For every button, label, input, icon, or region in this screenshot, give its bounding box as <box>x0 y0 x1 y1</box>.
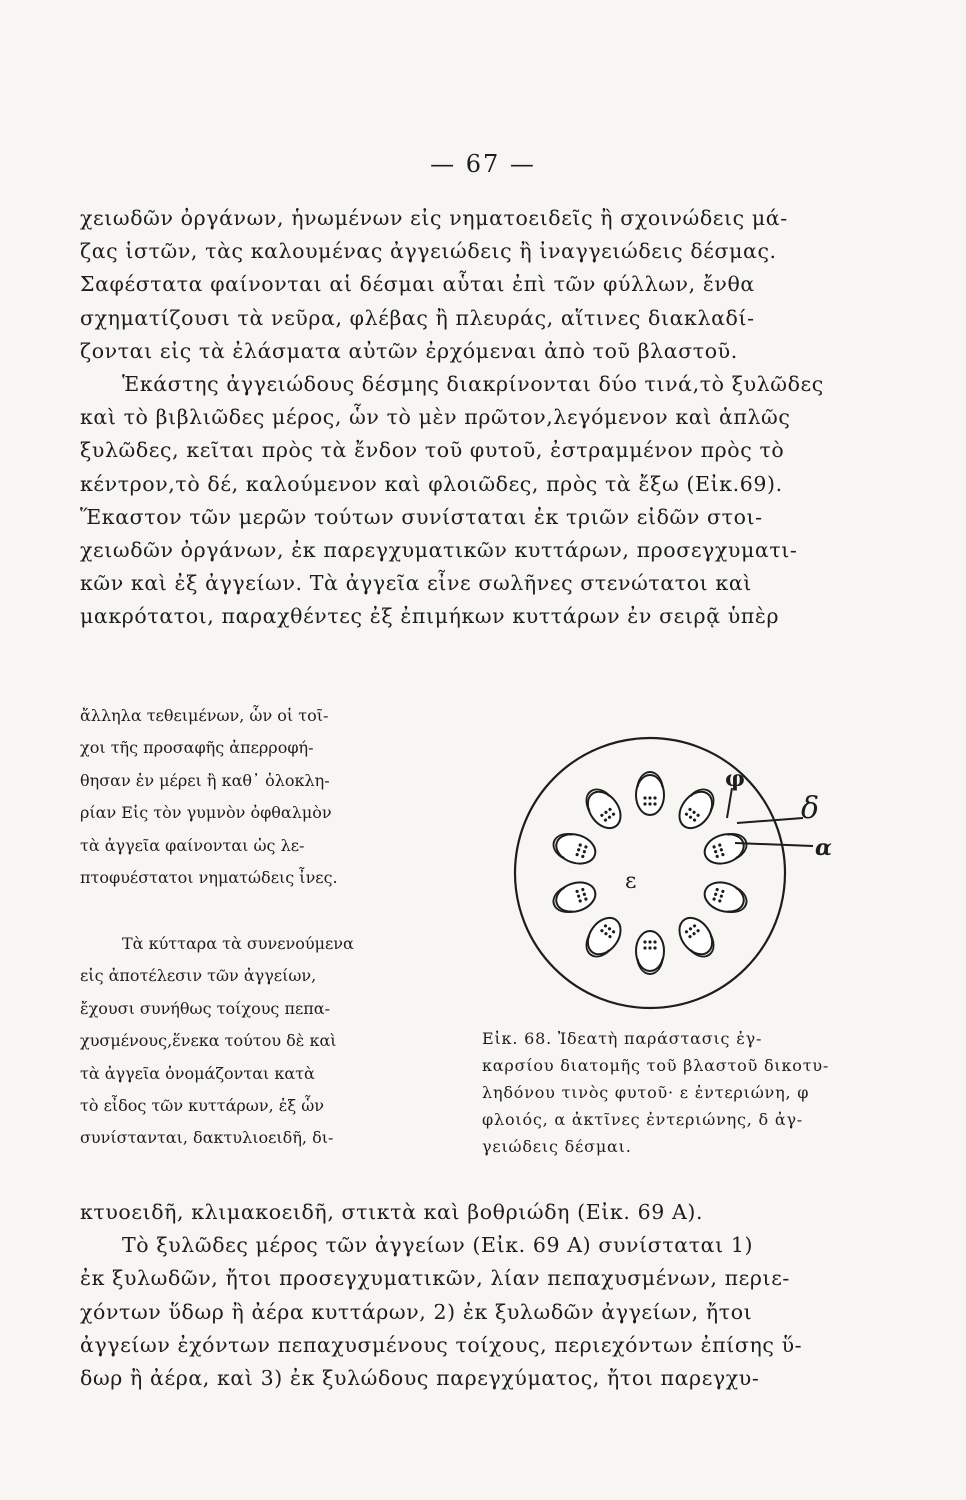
caption-line: φλοιός, α ἀκτῖνες ἐντεριώνης, δ ἀγ- <box>482 1110 804 1129</box>
text-line: χόντων ὕδωρ ἢ ἀέρα κυττάρων, 2) ἐκ ξυλωδῶν ἀγγείων, ἤτοι <box>80 1299 753 1324</box>
vascular-bundle <box>549 878 599 918</box>
text-line: ξυλῶδες, κεῖται πρὸς τὰ ἔνδον τοῦ φυτοῦ, ἐστραμμένον πρὸς τὸ <box>80 438 785 463</box>
text-line: Τὸ ξυλῶδες μέρος τῶν ἀγγείων (Εἰκ. 69 Α) συνίσταται 1) <box>122 1233 754 1258</box>
text-line: κτυοειδῆ, κλιμακοειδῆ, στικτὰ καὶ βοθριώδη (Εἰκ. 69 Α). <box>80 1200 704 1224</box>
text-line: μακρότατοι, παραχθέντες ἐξ ἐπιμήκων κυττάρων ἐν σειρᾷ ὑπὲρ <box>80 604 780 629</box>
text-line: Ἑκάστης ἀγγειώδους δέσμης διακρίνονται δύο τινά,τὸ ξυλῶδες <box>122 372 824 396</box>
text-line: χοι τῆς προσαφῆς ἀπερροφή- <box>80 738 314 758</box>
text-line: ρίαν Εἰς τὸν γυμνὸν ὀφθαλμὸν <box>80 803 332 823</box>
text-line: ἐκ ξυλωδῶν, ἤτοι προσεγχυματικῶν, λίαν πεπαχυσμένων, περιε- <box>80 1266 790 1291</box>
label-epsilon: ε <box>625 869 637 894</box>
page-number: — 67 — <box>430 150 536 178</box>
text-line: σχηματίζουσι τὰ νεῦρα, φλέβας ἢ πλευράς, αἵτινες διακλαδί- <box>80 305 755 330</box>
paragraph-2-continued <box>80 700 475 894</box>
leader-delta <box>737 818 803 823</box>
text-line: ζονται εἰς τὰ ἐλάσματα αὐτῶν ἐρχόμεναι ἀπὸ τοῦ βλαστοῦ. <box>80 338 738 363</box>
text-line: συνίστανται, δακτυλιοειδῆ, δι- <box>80 1128 334 1148</box>
text-line: Ἕκαστον τῶν μερῶν τούτων συνίσταται ἐκ τριῶν εἰδῶν στοι- <box>80 504 763 529</box>
text-line: τὰ ἀγγεῖα ὀνομάζονται κατὰ <box>80 1063 315 1083</box>
figure-caption <box>482 1025 857 1160</box>
vascular-bundle <box>701 828 751 868</box>
label-phi: φ <box>725 766 745 792</box>
label-a: α <box>815 835 832 861</box>
leader-phi <box>727 788 732 818</box>
stem-cross-section-diagram <box>505 728 845 1018</box>
text-line: Σαφέστατα φαίνονται αἱ δέσμαι αὗται ἐπὶ τῶν φύλλων, ἔνθα <box>80 272 755 297</box>
vascular-bundle <box>636 931 664 975</box>
vascular-bundle <box>549 828 599 868</box>
text-line: χυσμένους,ἕνεκα τούτου δὲ καὶ <box>80 1031 337 1051</box>
label-delta: δ <box>801 791 820 826</box>
figure-68 <box>505 728 845 1018</box>
text-line: πτοφυέστατοι νηματώδεις ἶνες. <box>80 868 338 888</box>
text-line: Τὰ κύτταρα τὰ συνενούμενα <box>122 934 354 953</box>
caption-line: ληδόνου τινὸς φυτοῦ· ε ἐντεριώνη, φ <box>482 1083 810 1102</box>
vascular-bundle <box>673 782 722 834</box>
paragraph-3 <box>80 928 475 1155</box>
vascular-bundle <box>701 878 751 918</box>
paragraph-2 <box>80 368 850 634</box>
text-line: θησαν ἐν μέρει ἢ καθ᾿ ὁλοκλη- <box>80 770 330 790</box>
text-line: ζας ἱστῶν, τὰς καλουμένας ἀγγειώδεις ἢ ἰναγγειώδεις δέσμας. <box>80 239 777 264</box>
vascular-bundle <box>636 771 664 815</box>
text-line: ἔχουσι συνήθως τοίχους πεπα- <box>80 998 330 1018</box>
vascular-bundles <box>549 771 752 975</box>
text-line: χειωδῶν ὀργάνων, ἐκ παρεγχυματικῶν κυττάρων, προσεγχυματι- <box>80 538 798 563</box>
text-line: ἀγγείων ἐχόντων πεπαχυσμένους τοίχους, περιεχόντων ἐπίσης ὕ- <box>80 1332 803 1357</box>
caption-line: Εἰκ. 68. Ἰδεατὴ παράστασις ἐγ- <box>482 1029 763 1048</box>
vascular-bundle <box>579 912 628 964</box>
paragraph-1 <box>80 202 850 368</box>
caption-line: καρσίου διατομῆς τοῦ βλαστοῦ δικοτυ- <box>482 1056 830 1075</box>
text-line: κῶν καὶ ἐξ ἀγγείων. Τὰ ἀγγεῖα εἶνε σωλῆνες στενώτατοι καὶ <box>80 571 752 596</box>
text-line: τὰ ἀγγεῖα φαίνονται ὡς λε- <box>80 835 305 855</box>
text-line: χειωδῶν ὀργάνων, ἡνωμένων εἰς νηματοειδεῖς ἢ σχοινώδεις μά- <box>80 206 788 230</box>
text-line: κέντρον,τὸ δέ, καλούμενον καὶ φλοιῶδες, πρὸς τὰ ἔξω (Εἰκ.69). <box>80 471 783 496</box>
vascular-bundle <box>673 912 722 964</box>
paragraph-4 <box>80 1196 850 1395</box>
caption-line: γειώδεις δέσμαι. <box>482 1137 632 1156</box>
text-line: δωρ ἢ ἀέρα, καὶ 3) ἐκ ξυλώδους παρεγχύματος, ἤτοι παρεγχυ- <box>80 1366 760 1391</box>
vascular-bundle <box>579 782 628 834</box>
text-line: καὶ τὸ βιβλιῶδες μέρος, ὧν τὸ μὲν πρῶτον,λεγόμενον καὶ ἁπλῶς <box>80 405 791 430</box>
text-line: ἄλληλα τεθειμένων, ὧν οἱ τοῖ- <box>80 706 329 725</box>
text-line: εἰς ἀποτέλεσιν τῶν ἀγγείων, <box>80 966 317 986</box>
text-line: τὸ εἶδος τῶν κυττάρων, ἐξ ὧν <box>80 1096 324 1116</box>
